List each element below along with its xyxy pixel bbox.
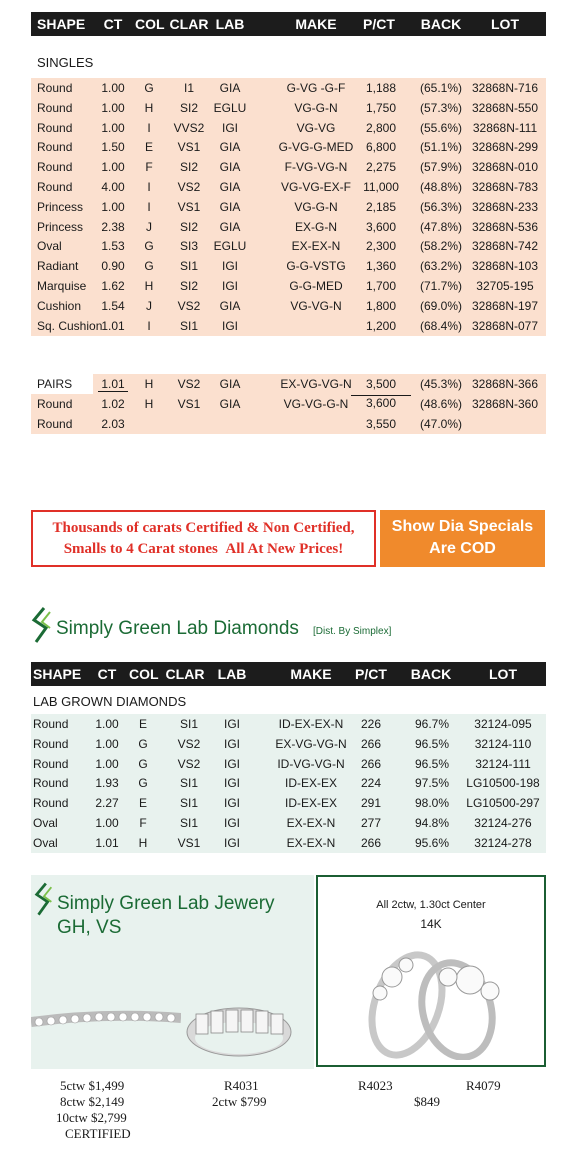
lab-cell-lab: IGI <box>223 776 240 791</box>
singles-cell-back: (47.8%) <box>419 219 463 234</box>
singles-row <box>31 197 546 217</box>
singles-cell-lot: 32868N-111 <box>472 120 538 135</box>
lab-cell-lot: 32124-110 <box>474 736 532 751</box>
lab-cell-back: 98.0% <box>414 796 450 811</box>
lab-cell-shape: Oval <box>33 835 58 850</box>
singles-cell-shape: Radiant <box>37 259 79 274</box>
bracelet-price-2: 8ctw $2,149 <box>60 1094 125 1109</box>
singles-cell-lot: 32868N-536 <box>471 219 539 234</box>
singles-cell-shape: Sq. Cushion <box>37 318 103 333</box>
singles-row <box>31 118 546 138</box>
lab-table-header <box>31 662 546 686</box>
bracelet-certified: CERTIFIED <box>65 1126 131 1141</box>
cod-line-2: Are COD <box>429 540 496 557</box>
singles-cell-ct: 1.01 <box>101 318 125 333</box>
lab-cell-clar: VS2 <box>177 736 201 751</box>
singles-cell-back: (48.8%) <box>419 180 463 194</box>
singles-cell-col: J <box>146 219 152 234</box>
band-sku: R4031 <box>224 1078 259 1093</box>
singles-cell-lot: 32868N-299 <box>471 140 539 155</box>
lab-cell-shape: Round <box>33 717 69 731</box>
lab-cell-lab: IGI <box>223 816 240 830</box>
lab-header-col-ct: CT <box>97 666 117 682</box>
singles-cell-pct: 6,800 <box>365 140 397 155</box>
singles-cell-ct: 1.54 <box>101 298 125 313</box>
lab-header-col-lot: LOT <box>489 666 517 682</box>
singles-cell-ct: 1.00 <box>101 81 125 95</box>
singles-cell-lab: GIA <box>219 219 241 234</box>
singles-cell-clar: SI2 <box>179 100 198 115</box>
singles-cell-lab: GIA <box>219 160 241 175</box>
lab-header-col-clar: CLAR <box>165 666 205 682</box>
tennis-bracelet-image <box>31 1010 181 1040</box>
bracelet-price-1: 5ctw $1,499 <box>60 1078 125 1093</box>
band-price: 2ctw $799 <box>212 1094 267 1109</box>
singles-cell-shape: Round <box>37 160 73 175</box>
singles-cell-ct: 0.90 <box>101 259 125 274</box>
singles-cell-make: VG-VG <box>296 120 336 135</box>
singles-cell-lab: GIA <box>219 180 241 194</box>
lab-row <box>31 813 546 833</box>
singles-cell-ct: 4.00 <box>101 180 125 194</box>
lab-cell-shape: Round <box>33 796 69 811</box>
singles-cell-col: I <box>147 180 151 194</box>
singles-cell-lab: IGI <box>221 279 238 293</box>
singles-cell-pct: 11,000 <box>363 180 399 194</box>
singles-cell-col: G <box>144 81 154 95</box>
ring-price: $849 <box>414 1094 440 1109</box>
singles-cell-make: VG-VG-N <box>290 298 342 313</box>
lab-cell-lot: 32124-111 <box>475 756 531 771</box>
lab-cell-back: 96.5% <box>414 756 450 771</box>
singles-cell-lot: 32868N-103 <box>471 259 539 274</box>
singles-cell-pct: 2,800 <box>365 120 397 135</box>
lab-row <box>31 754 546 774</box>
ring-sku-1: R4023 <box>358 1078 393 1093</box>
lab-cell-col: H <box>138 835 148 850</box>
singles-cell-shape: Round <box>37 140 73 155</box>
lab-cell-ct: 1.00 <box>95 717 119 731</box>
lab-cell-lab: IGI <box>223 736 240 751</box>
singles-cell-clar: SI1 <box>179 318 198 333</box>
singles-cell-ct: 1.00 <box>101 120 125 135</box>
singles-cell-back: (65.1%) <box>419 81 463 95</box>
lab-cell-lot: 32124-278 <box>474 835 532 850</box>
singles-cell-lot: 32868N-550 <box>471 100 539 115</box>
bracelet-price-3: 10ctw $2,799 <box>56 1110 127 1125</box>
lab-cell-col: G <box>138 736 148 751</box>
singles-cell-clar: SI1 <box>179 259 198 274</box>
singles-cell-back: (63.2%) <box>419 259 463 274</box>
lab-row <box>31 773 546 793</box>
singles-cell-back: (57.3%) <box>419 100 463 115</box>
jewelry-brand-name: Simply Green Lab Jewery <box>57 893 275 914</box>
singles-header-col-shape: SHAPE <box>37 16 86 32</box>
singles-cell-clar: SI2 <box>179 219 198 234</box>
singles-cell-lab: GIA <box>219 81 241 95</box>
promo-line-2a: Smalls to 4 Carat stones <box>63 541 218 557</box>
pairs-cell-clar: VS1 <box>177 396 201 411</box>
lab-cell-col: F <box>139 816 147 830</box>
singles-cell-make: G-VG -G-F <box>286 81 346 95</box>
pairs-cell-lot: 32868N-366 <box>471 377 539 391</box>
singles-cell-col: G <box>144 259 154 274</box>
pairs-cell-pct: 3,550 <box>365 416 397 431</box>
singles-cell-make: EX-EX-N <box>291 239 341 254</box>
lab-header-col-shape: SHAPE <box>33 666 82 682</box>
singles-cell-make: VG-VG-EX-F <box>280 180 351 194</box>
cod-line-1: Show Dia Specials <box>391 518 534 535</box>
lab-cell-make: EX-EX-N <box>286 835 336 850</box>
lab-cell-pct: 226 <box>360 717 382 731</box>
singles-cell-lot: 32868N-010 <box>471 160 539 175</box>
singles-row <box>31 157 546 177</box>
singles-cell-lot: 32868N-783 <box>471 180 539 194</box>
lab-cell-clar: SI1 <box>179 776 198 791</box>
singles-row <box>31 236 546 256</box>
promo-banner <box>31 510 376 567</box>
singles-header-col-col: COL <box>135 16 165 32</box>
pairs-cell-make: EX-VG-VG-N <box>280 377 352 391</box>
pairs-cell-col: H <box>144 377 154 391</box>
singles-cell-pct: 1,700 <box>365 279 397 293</box>
lab-cell-lab: IGI <box>223 796 240 811</box>
singles-cell-shape: Marquise <box>37 279 87 293</box>
singles-cell-back: (57.9%) <box>419 160 463 175</box>
lab-brand-sub: [Dist. By Simplex] <box>313 626 392 637</box>
singles-cell-col: I <box>147 318 151 333</box>
singles-cell-shape: Princess <box>37 219 84 234</box>
lab-row <box>31 793 546 813</box>
lab-cell-clar: SI1 <box>179 717 198 731</box>
pairs-cell-pct: 3,500 <box>365 377 397 391</box>
singles-header-col-lot: LOT <box>491 16 519 32</box>
singles-row <box>31 98 546 118</box>
singles-row <box>31 217 546 237</box>
lab-cell-pct: 291 <box>360 796 382 811</box>
singles-row <box>31 316 546 336</box>
singles-cell-lab: IGI <box>221 259 238 274</box>
simply-green-logo-icon <box>33 881 55 919</box>
lab-cell-pct: 266 <box>360 756 382 771</box>
lab-cell-clar: VS1 <box>177 835 201 850</box>
lab-brand-name: Simply Green Lab Diamonds <box>56 618 299 639</box>
pairs-cell-lot: 32868N-360 <box>471 396 539 411</box>
singles-table-header <box>31 12 546 36</box>
singles-cell-clar: VS2 <box>177 180 201 194</box>
lab-cell-ct: 1.93 <box>95 776 119 791</box>
singles-cell-col: E <box>144 140 153 155</box>
singles-cell-ct: 1.53 <box>101 239 125 254</box>
singles-cell-pct: 2,300 <box>365 239 397 254</box>
singles-cell-ct: 1.00 <box>101 160 125 175</box>
singles-cell-pct: 1,188 <box>365 81 397 95</box>
singles-cell-clar: SI3 <box>179 239 198 254</box>
singles-cell-back: (71.7%) <box>419 279 463 293</box>
singles-cell-shape: Princess <box>37 199 84 214</box>
lab-header-col-lab: LAB <box>217 666 247 682</box>
singles-cell-back: (69.0%) <box>419 298 463 313</box>
lab-cell-shape: Round <box>33 776 69 791</box>
lab-cell-ct: 1.00 <box>95 756 119 771</box>
singles-cell-col: F <box>145 160 153 175</box>
lab-cell-lot: 32124-095 <box>474 717 532 731</box>
singles-cell-clar: VS1 <box>177 199 201 214</box>
singles-cell-pct: 3,600 <box>365 219 397 234</box>
singles-cell-lab: GIA <box>219 199 241 214</box>
lab-cell-back: 96.7% <box>414 717 450 731</box>
lab-cell-clar: SI1 <box>179 816 198 830</box>
lab-cell-back: 96.5% <box>414 736 450 751</box>
pairs-cell-col: H <box>144 396 154 411</box>
singles-cell-back: (51.1%) <box>419 140 463 155</box>
lab-cell-make: ID-VG-VG-N <box>277 756 345 771</box>
singles-cell-make: VG-G-N <box>294 100 338 115</box>
singles-cell-ct: 1.50 <box>101 140 125 155</box>
singles-cell-lot: 32868N-742 <box>471 239 539 254</box>
singles-cell-make: G-G-MED <box>289 279 343 293</box>
pairs-row <box>31 374 546 394</box>
singles-cell-back: (55.6%) <box>419 120 463 135</box>
singles-cell-shape: Round <box>37 120 73 135</box>
singles-cell-lab: EGLU <box>213 100 247 115</box>
singles-row <box>31 256 546 276</box>
singles-cell-make: G-VG-G-MED <box>278 140 354 155</box>
lab-cell-pct: 266 <box>360 736 382 751</box>
three-stone-rings-image <box>352 935 512 1060</box>
singles-header-col-back: BACK <box>420 16 462 32</box>
pairs-cell-back: (45.3%) <box>419 377 463 391</box>
singles-cell-lab: EGLU <box>213 239 247 254</box>
singles-cell-clar: SI2 <box>179 160 198 175</box>
singles-cell-clar: VS1 <box>177 140 201 155</box>
singles-cell-lab: IGI <box>221 120 238 135</box>
lab-cell-make: EX-VG-VG-N <box>275 736 347 751</box>
singles-cell-shape: Cushion <box>37 298 82 313</box>
singles-header-col-make: MAKE <box>295 16 337 32</box>
emerald-band-image <box>184 1000 294 1060</box>
singles-cell-pct: 2,185 <box>365 199 397 214</box>
jewelry-grade: GH, VS <box>57 917 122 938</box>
simply-green-logo-icon <box>30 606 54 646</box>
singles-cell-pct: 1,360 <box>365 259 397 274</box>
lab-cell-lab: IGI <box>223 835 240 850</box>
singles-cell-pct: 1,200 <box>365 318 397 333</box>
pairs-row <box>31 394 546 414</box>
rings-caption: All 2ctw, 1.30ct Center <box>376 899 486 911</box>
singles-cell-ct: 2.38 <box>101 219 125 234</box>
singles-cell-back: (68.4%) <box>419 318 463 333</box>
singles-cell-lot: 32868N-197 <box>471 298 539 313</box>
singles-cell-make: EX-G-N <box>295 219 337 234</box>
lab-cell-ct: 1.00 <box>95 736 119 751</box>
pairs-cell-lab: GIA <box>219 396 241 411</box>
lab-cell-pct: 266 <box>360 835 382 850</box>
lab-cell-lot: LG10500-198 <box>466 776 540 791</box>
lab-cell-lab: IGI <box>223 717 240 731</box>
singles-cell-clar: VVS2 <box>173 120 205 135</box>
lab-cell-lot: 32124-276 <box>474 816 532 830</box>
lab-cell-shape: Oval <box>33 816 58 830</box>
singles-row <box>31 177 546 197</box>
pairs-cell-make: VG-VG-G-N <box>283 396 349 411</box>
lab-cell-col: E <box>138 796 147 811</box>
rings-panel <box>316 875 546 1067</box>
pairs-cell-ct: 1.01 <box>98 377 128 392</box>
lab-cell-make: EX-EX-N <box>286 816 336 830</box>
promo-line-1: Thousands of carats Certified & Non Certified, <box>52 520 355 536</box>
singles-header-col-clar: CLAR <box>169 16 209 32</box>
pairs-cell-shape: PAIRS <box>31 374 93 394</box>
lab-cell-pct: 224 <box>360 776 382 791</box>
lab-cell-lot: LG10500-297 <box>466 796 540 811</box>
singles-cell-lot: 32705-195 <box>476 279 534 293</box>
lab-header-col-back: BACK <box>410 666 452 682</box>
pairs-cell-back: (48.6%) <box>419 396 463 411</box>
lab-cell-make: ID-EX-EX-N <box>278 717 344 731</box>
singles-cell-ct: 1.00 <box>101 199 125 214</box>
singles-cell-shape: Round <box>37 100 73 115</box>
lab-cell-col: G <box>138 776 148 791</box>
singles-cell-clar: VS2 <box>177 298 201 313</box>
lab-row <box>31 734 546 754</box>
singles-cell-pct: 1,750 <box>365 100 397 115</box>
singles-row <box>31 296 546 316</box>
lab-header-col-make: MAKE <box>290 666 332 682</box>
pairs-row <box>31 414 546 434</box>
pairs-cell-shape: Round <box>37 396 73 411</box>
pairs-cell-ct: 1.02 <box>101 396 125 411</box>
lab-cell-ct: 1.00 <box>95 816 119 830</box>
lab-cell-make: ID-EX-EX <box>284 796 337 811</box>
singles-cell-col: H <box>144 100 154 115</box>
pairs-cell-pct: 3,600 <box>351 395 411 410</box>
singles-cell-col: I <box>147 199 151 214</box>
singles-cell-make: F-VG-VG-N <box>284 160 348 175</box>
promo-line-2b: All At New Prices! <box>225 541 344 557</box>
cod-banner <box>380 510 545 567</box>
singles-cell-clar: I1 <box>183 81 194 95</box>
lab-cell-lab: IGI <box>223 756 240 771</box>
singles-cell-make: VG-G-N <box>294 199 338 214</box>
pairs-cell-back: (47.0%) <box>419 416 463 431</box>
singles-header-col-ct: CT <box>103 16 123 32</box>
lab-header-col-col: COL <box>129 666 159 682</box>
lab-title: LAB GROWN DIAMONDS <box>33 694 187 709</box>
singles-cell-shape: Round <box>37 180 73 194</box>
lab-cell-ct: 2.27 <box>95 796 119 811</box>
rings-metal: 14K <box>420 917 442 931</box>
pairs-cell-clar: VS2 <box>177 377 201 391</box>
singles-cell-ct: 1.62 <box>101 279 125 293</box>
lab-cell-clar: SI1 <box>179 796 198 811</box>
lab-cell-shape: Round <box>33 756 69 771</box>
singles-cell-back: (58.2%) <box>419 239 463 254</box>
singles-cell-col: G <box>144 239 154 254</box>
singles-cell-shape: Oval <box>37 239 62 254</box>
singles-cell-pct: 2,275 <box>365 160 397 175</box>
lab-row <box>31 714 546 734</box>
lab-cell-ct: 1.01 <box>95 835 119 850</box>
lab-header-col-pct: P/CT <box>355 666 387 682</box>
singles-cell-lab: GIA <box>219 298 241 313</box>
singles-title: SINGLES <box>37 55 94 70</box>
singles-header-col-lab: LAB <box>215 16 245 32</box>
singles-cell-col: H <box>144 279 154 293</box>
lab-row <box>31 833 546 853</box>
singles-cell-lot: 32868N-233 <box>471 199 539 214</box>
singles-cell-lot: 32868N-077 <box>471 318 539 333</box>
singles-cell-lab: GIA <box>219 140 241 155</box>
lab-cell-shape: Round <box>33 736 69 751</box>
jewelry-panel <box>31 875 314 1069</box>
lab-cell-pct: 277 <box>360 816 382 830</box>
singles-cell-pct: 1,800 <box>365 298 397 313</box>
singles-row <box>31 78 546 98</box>
singles-cell-make: G-G-VSTG <box>286 259 346 274</box>
lab-cell-make: ID-EX-EX <box>284 776 337 791</box>
lab-cell-back: 95.6% <box>414 835 450 850</box>
lab-cell-col: G <box>138 756 148 771</box>
singles-cell-ct: 1.00 <box>101 100 125 115</box>
singles-cell-lot: 32868N-716 <box>471 81 539 95</box>
pairs-cell-shape: Round <box>37 416 73 431</box>
lab-cell-clar: VS2 <box>177 756 201 771</box>
singles-header-col-pct: P/CT <box>363 16 395 32</box>
pairs-cell-ct: 2.03 <box>101 416 125 431</box>
singles-cell-clar: SI2 <box>179 279 198 293</box>
singles-cell-shape: Round <box>37 81 73 95</box>
singles-cell-col: J <box>146 298 152 313</box>
singles-row <box>31 137 546 157</box>
lab-cell-back: 94.8% <box>414 816 450 830</box>
promo-line-2 <box>33 539 374 560</box>
lab-cell-back: 97.5% <box>414 776 450 791</box>
lab-cell-col: E <box>138 717 147 731</box>
singles-cell-back: (56.3%) <box>419 199 463 214</box>
pairs-cell-lab: GIA <box>219 377 241 391</box>
singles-cell-col: I <box>147 120 151 135</box>
singles-row <box>31 276 546 296</box>
singles-cell-lab: IGI <box>221 318 238 333</box>
ring-sku-2: R4079 <box>466 1078 501 1093</box>
